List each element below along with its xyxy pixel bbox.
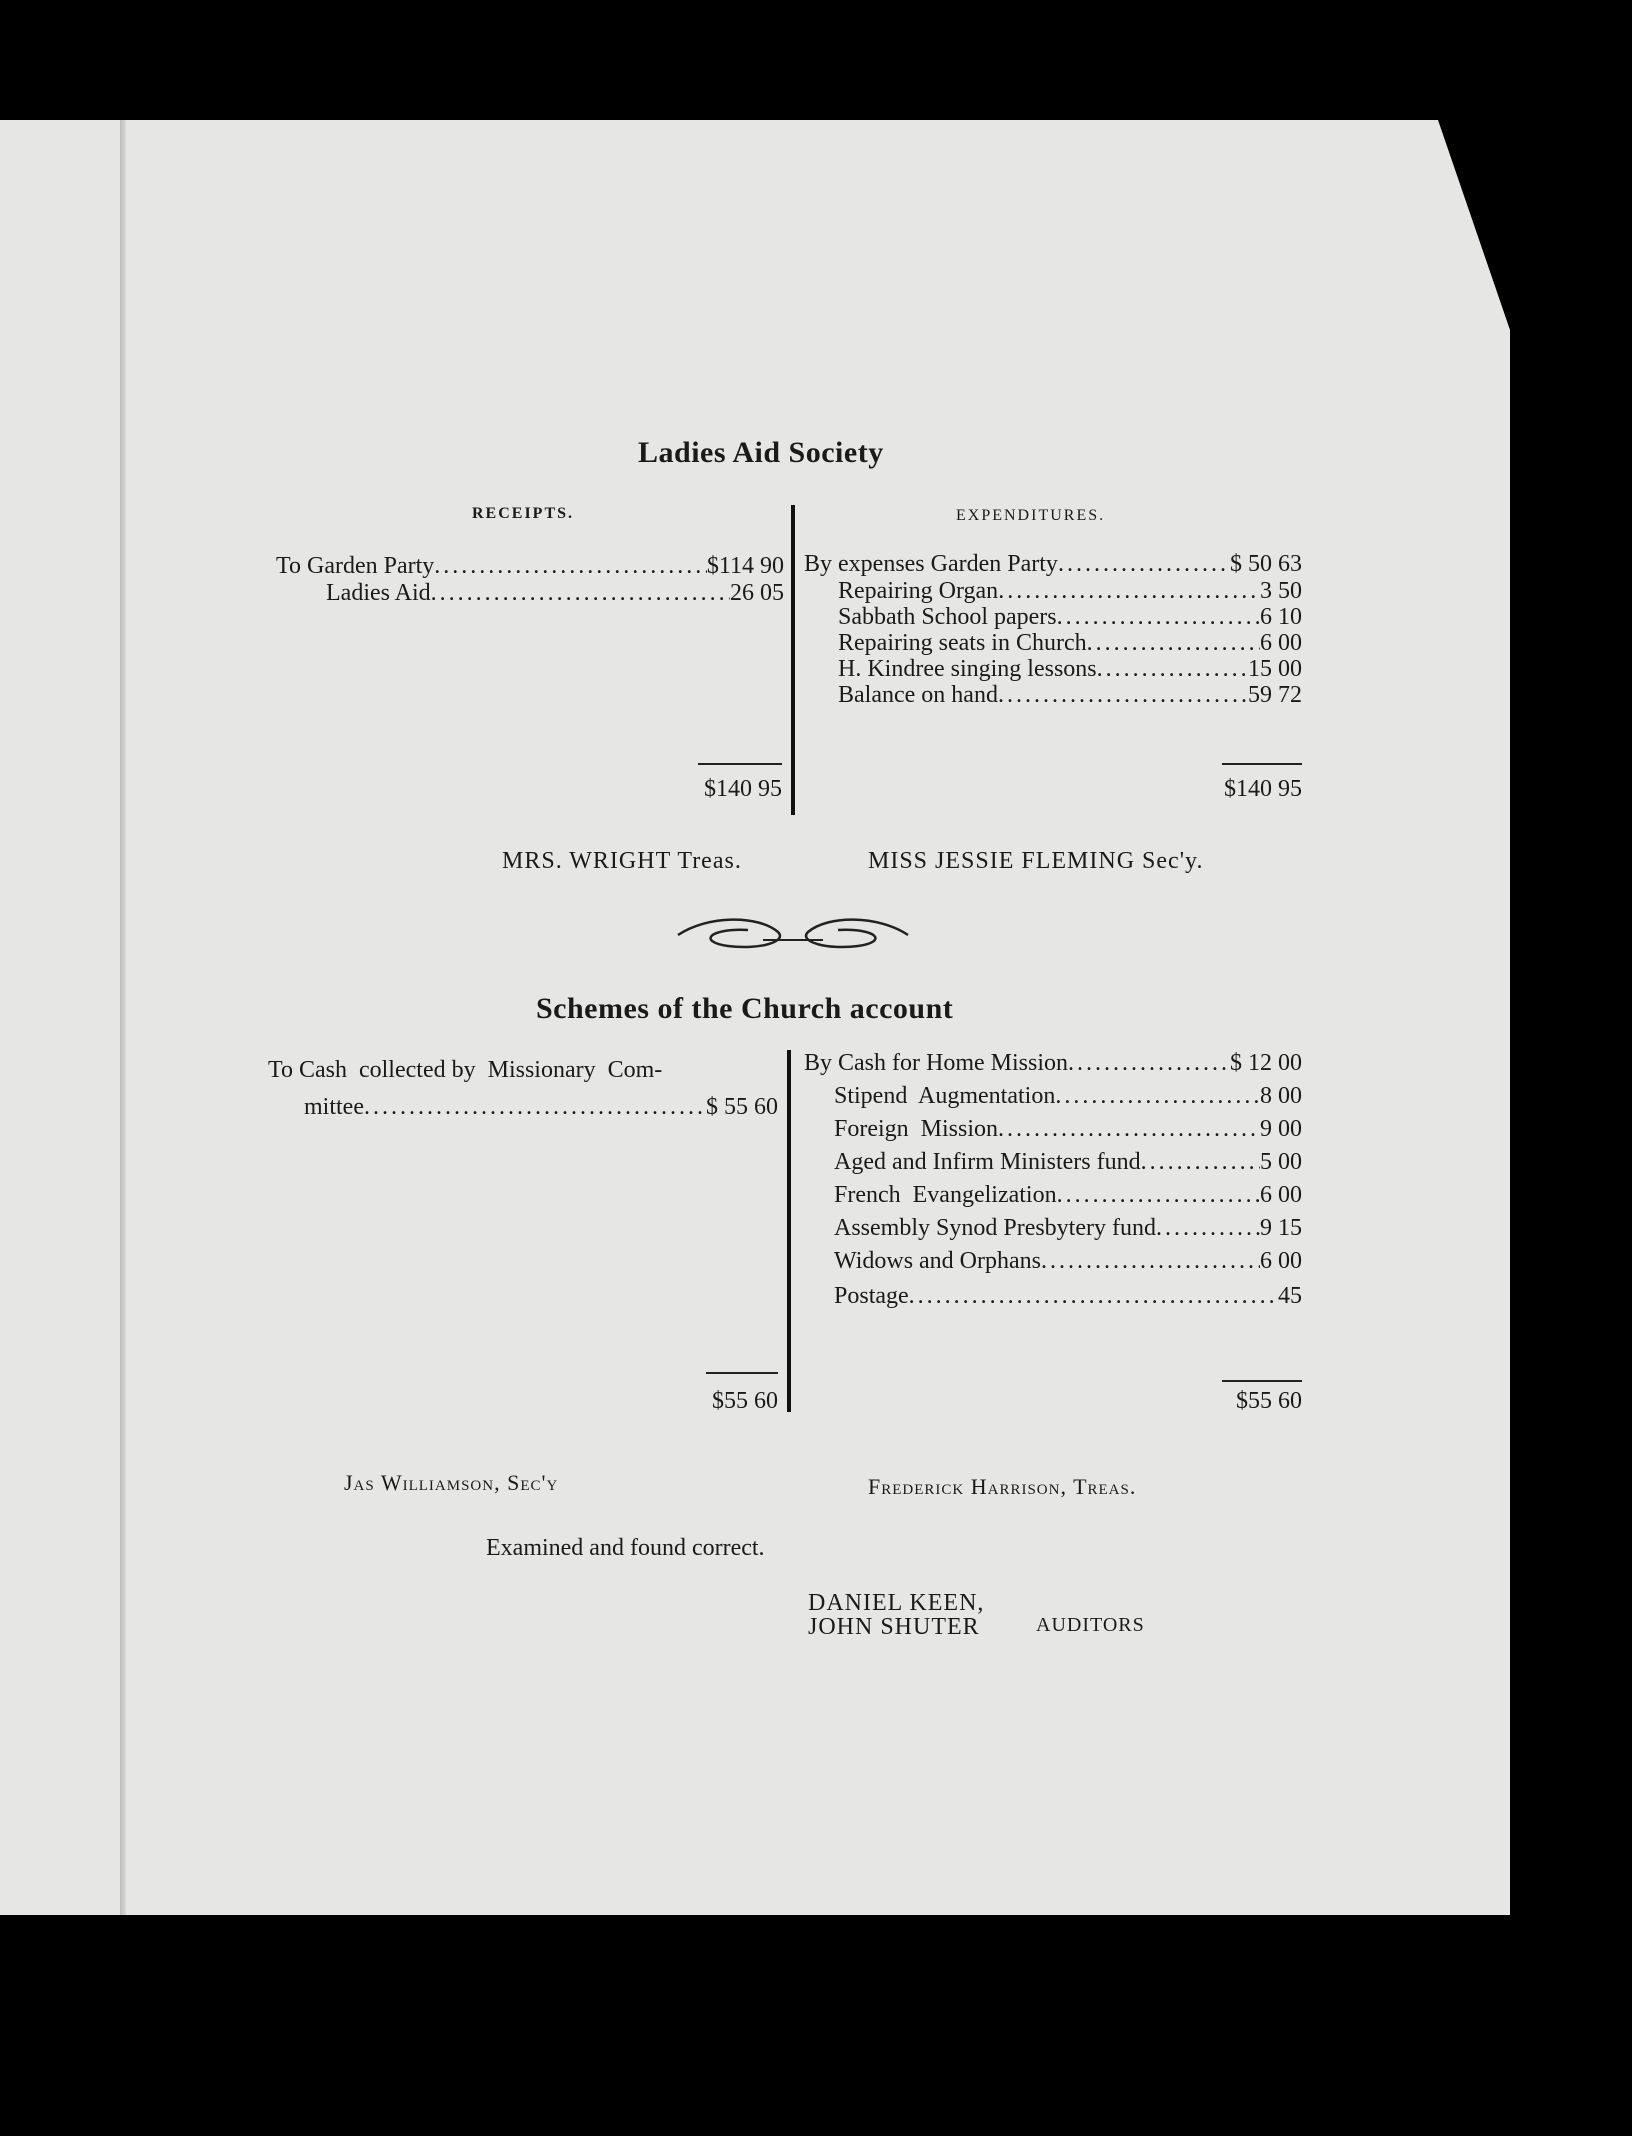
sc-exp-total-rule bbox=[1222, 1380, 1302, 1382]
sc-exp-amount: 6 00 bbox=[1260, 1248, 1302, 1274]
sc-exp-total: $55 60 bbox=[1236, 1388, 1302, 1414]
sc-exp-row-6 bbox=[834, 1215, 1302, 1241]
la-exp-row-5 bbox=[838, 656, 1302, 682]
ladies-aid-divider bbox=[791, 505, 795, 815]
sc-exp-amount: 9 00 bbox=[1260, 1116, 1302, 1142]
la-receipt-amount: $114 90 bbox=[706, 553, 784, 579]
la-exp-label: Sabbath School papers bbox=[838, 604, 1057, 630]
la-receipt-row-2 bbox=[326, 580, 784, 606]
sc-receipt-label: To Cash collected by Missionary Com- bbox=[268, 1057, 663, 1083]
auditor-name-1: DANIEL KEEN, bbox=[808, 1590, 985, 1616]
la-receipts-total: $140 95 bbox=[704, 776, 782, 802]
sc-receipts-total: $55 60 bbox=[712, 1388, 778, 1414]
sc-exp-amount: 45 bbox=[1278, 1283, 1302, 1309]
sc-exp-label: Foreign Mission bbox=[834, 1116, 999, 1142]
la-exp-amount: $ 50 63 bbox=[1230, 551, 1302, 577]
sc-exp-amount: 5 00 bbox=[1260, 1149, 1302, 1175]
ladies-aid-title: Ladies Aid Society bbox=[638, 436, 884, 469]
receipts-header: RECEIPTS. bbox=[472, 505, 575, 522]
la-receipt-row-1 bbox=[276, 553, 784, 579]
la-secretary: MISS JESSIE FLEMING Sec'y. bbox=[868, 848, 1204, 874]
la-exp-total-rule bbox=[1222, 763, 1302, 765]
sc-exp-label: Stipend Augmentation bbox=[834, 1083, 1056, 1109]
la-exp-label: Repairing seats in Church bbox=[838, 630, 1087, 656]
sc-exp-label: Assembly Synod Presbytery fund bbox=[834, 1215, 1156, 1241]
sc-exp-label: By Cash for Home Mission bbox=[804, 1050, 1068, 1076]
page-gutter bbox=[120, 120, 126, 1915]
sc-exp-row-5 bbox=[834, 1182, 1302, 1208]
audit-statement: Examined and found correct. bbox=[486, 1535, 765, 1561]
sc-exp-label: Widows and Orphans bbox=[834, 1248, 1041, 1274]
sc-exp-row-3 bbox=[834, 1116, 1302, 1142]
la-exp-row-6 bbox=[838, 682, 1302, 708]
sc-exp-row-4 bbox=[834, 1149, 1302, 1175]
la-exp-label: By expenses Garden Party bbox=[804, 551, 1058, 577]
la-exp-row-2 bbox=[838, 578, 1302, 604]
schemes-title: Schemes of the Church account bbox=[536, 992, 954, 1025]
la-exp-row-4 bbox=[838, 630, 1302, 656]
la-exp-amount: 15 00 bbox=[1248, 656, 1302, 682]
la-receipt-amount: 26 05 bbox=[730, 580, 784, 606]
sc-exp-amount: 8 00 bbox=[1260, 1083, 1302, 1109]
sc-treasurer: Frederick Harrison, Treas. bbox=[868, 1474, 1137, 1499]
sc-exp-row-2 bbox=[834, 1083, 1302, 1109]
la-exp-row-3 bbox=[838, 604, 1302, 630]
ornament-flourish bbox=[668, 910, 918, 960]
sc-receipt-row-2 bbox=[304, 1094, 778, 1120]
sc-exp-label: Postage bbox=[834, 1283, 909, 1309]
la-exp-row-1 bbox=[804, 551, 1302, 577]
la-exp-total: $140 95 bbox=[1224, 776, 1302, 802]
sc-exp-amount: 6 00 bbox=[1260, 1182, 1302, 1208]
sc-secretary: Jas Williamson, Sec'y bbox=[344, 1470, 559, 1495]
sc-receipts-total-rule bbox=[706, 1372, 778, 1374]
sc-exp-label: Aged and Infirm Ministers fund bbox=[834, 1149, 1141, 1175]
sc-exp-row-7 bbox=[834, 1248, 1302, 1274]
sc-receipt-amount: $ 55 60 bbox=[706, 1094, 778, 1120]
la-receipts-total-rule bbox=[698, 763, 782, 765]
auditor-name-2: JOHN SHUTER bbox=[808, 1614, 980, 1640]
auditors-role: AUDITORS bbox=[1036, 1614, 1145, 1636]
la-exp-label: H. Kindree singing lessons bbox=[838, 656, 1097, 682]
la-treasurer: MRS. WRIGHT Treas. bbox=[502, 848, 742, 874]
la-exp-amount: 6 00 bbox=[1260, 630, 1302, 656]
sc-exp-amount: 9 15 bbox=[1260, 1215, 1302, 1241]
la-receipt-label: To Garden Party bbox=[276, 553, 435, 579]
la-exp-amount: 59 72 bbox=[1248, 682, 1302, 708]
la-exp-label: Repairing Organ bbox=[838, 578, 999, 604]
la-exp-amount: 3 50 bbox=[1260, 578, 1302, 604]
sc-exp-amount: $ 12 00 bbox=[1230, 1050, 1302, 1076]
la-exp-amount: 6 10 bbox=[1260, 604, 1302, 630]
expenditures-header: EXPENDITURES. bbox=[956, 507, 1106, 524]
sc-receipt-label: mittee bbox=[304, 1094, 364, 1120]
la-receipt-label: Ladies Aid bbox=[326, 580, 431, 606]
schemes-divider bbox=[787, 1050, 791, 1412]
sc-exp-row-8 bbox=[834, 1283, 1302, 1309]
sc-receipt-row-1 bbox=[268, 1057, 778, 1083]
sc-exp-row-1 bbox=[804, 1050, 1302, 1076]
sc-exp-label: French Evangelization bbox=[834, 1182, 1057, 1208]
la-exp-label: Balance on hand bbox=[838, 682, 998, 708]
